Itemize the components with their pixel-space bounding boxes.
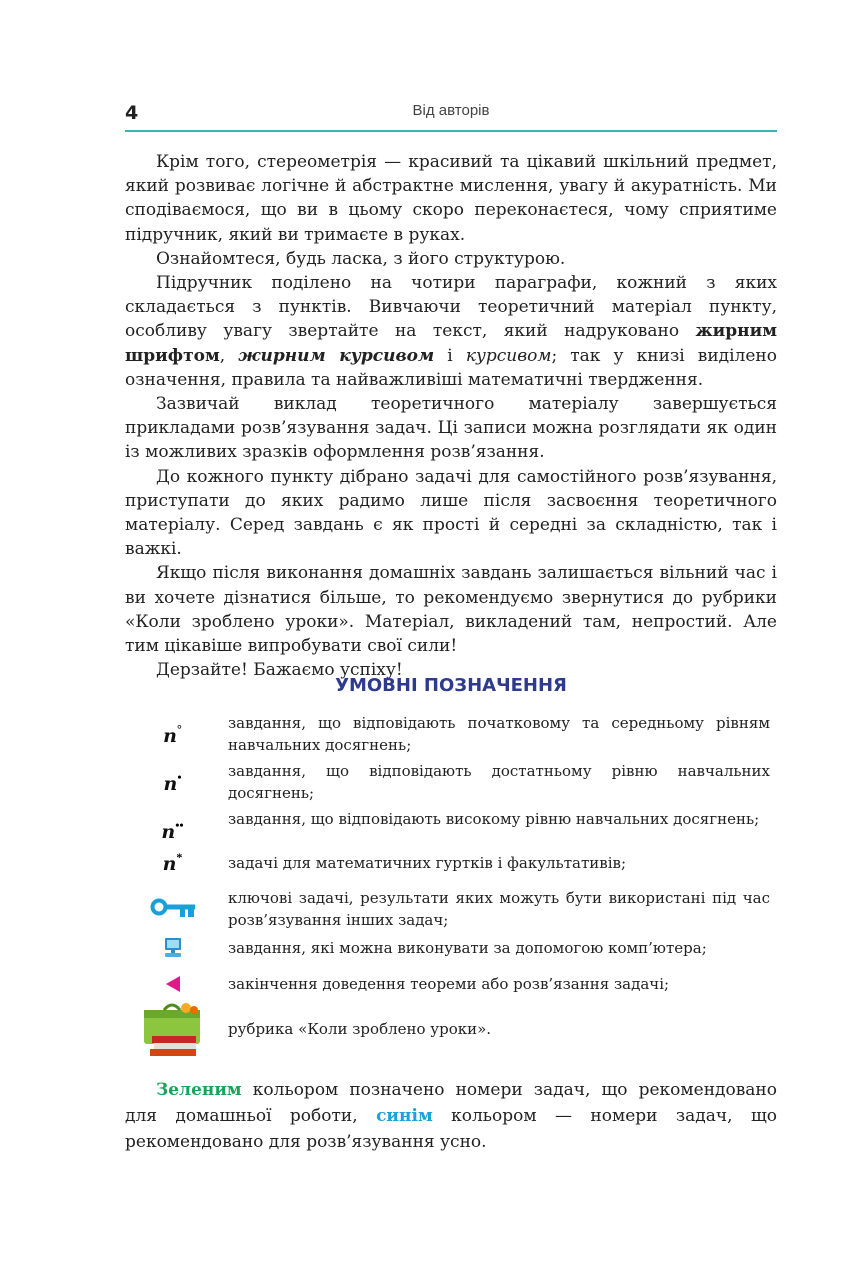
legend-item: [125, 887, 777, 933]
symbol-letter: n: [163, 725, 177, 747]
legend-item: [125, 973, 777, 1001]
symbol-letter: n: [163, 773, 178, 795]
green-word: Зеленим: [156, 1080, 242, 1100]
legend-item-text: завдання, що відповідають достатньому рівню навчальних досягнень;: [228, 762, 770, 802]
paragraph-6: Якщо після виконання домашніх завдань залишається вільний час і ви хочете дізнатися більше, то рекомендуємо звернутися до рубрики «Коли зроблено уроки». Матеріал, викладений там, непростий. Але тим цікавіше випробувати свої сили!: [125, 563, 777, 657]
paragraph-5: До кожного пункту дібрано задачі для самостійного розв’язування, приступати до яких радимо лише після засвоєння теоретичного матеріалу. Серед завдань є як прості й середні за складністю, так і важкі.: [125, 466, 777, 560]
page-header: [125, 98, 777, 132]
paragraph-4: Зазвичай виклад теоретичного матеріалу завершується прикладами розв’язування задач. Ці записи можна розглядати як один із можливих зразків оформлення розв’язання.: [125, 394, 777, 463]
legend-item-text: завдання, які можна виконувати за допомогою комп’ютера;: [228, 939, 707, 957]
symbol-mark: •: [177, 770, 182, 784]
n-asterisk-symbol: [125, 850, 220, 875]
italic-example: курсивом: [465, 345, 552, 366]
symbol-mark: *: [176, 850, 183, 864]
computer-icon: [125, 937, 220, 964]
paragraph-3-part4: ; так у книзі виділено означення, правила та найважливіші математичні твердження.: [125, 345, 777, 390]
legend-item-text: закінчення доведення теореми або розв’язання задачі;: [228, 975, 670, 993]
page-number: 4: [125, 102, 139, 124]
paragraph-3-and: і: [434, 345, 466, 366]
legend-item: [125, 712, 777, 758]
legend-item-text: завдання, що відповідають початковому та середньому рівням навчальних досягнень;: [228, 714, 770, 754]
legend-title: УМОВНІ ПОЗНАЧЕННЯ: [335, 675, 567, 696]
legend-item-text: задачі для математичних гуртків і факультативів;: [228, 854, 627, 872]
intro-text: [125, 150, 777, 682]
color-note-part2: кольором — номери задач, що рекомендовано для розв’язування усно.: [125, 1106, 778, 1152]
running-title: Від авторів: [412, 102, 490, 119]
paragraph-1: Крім того, стереометрія — красивий та цікавий шкільний предмет, який розвиває логічне й абстрактне мислення, увагу й акуратність. Ми сподіваємося, що ви в цьому скоро переконаєтеся, чому сприятиме підручник, який ви тримаєте в руках.: [125, 152, 777, 245]
bold-font-example: жирним шрифтом: [125, 321, 777, 366]
n-circle-symbol: [125, 722, 220, 747]
legend-item-text: рубрика «Коли зроблено уроки».: [228, 1020, 492, 1038]
schoolbag-books-icon: [125, 1000, 220, 1063]
paragraph-2: Ознайомтеся, будь ласка, з його структурою.: [156, 248, 566, 269]
legend-item-text: завдання, що відповідають високому рівню навчальних досягнень;: [228, 810, 760, 828]
paragraph-7: Дерзайте! Бажаємо успіху!: [156, 660, 403, 681]
blue-word: синім: [376, 1106, 433, 1126]
symbol-mark: °: [177, 722, 182, 736]
legend-item: [125, 808, 777, 854]
color-note-part1: кольором позначено номери задач, що рекомендовано для домашньої роботи,: [125, 1080, 777, 1126]
bold-italic-example: жирним курсивом: [238, 345, 435, 366]
color-note-paragraph: [125, 1077, 777, 1155]
legend-item: [125, 760, 777, 806]
n-double-dot-symbol: [125, 818, 220, 843]
legend-item-text: ключові задачі, результати яких можуть бути використані під час розв’язування інших задач;: [228, 889, 770, 929]
key-icon: [125, 897, 220, 924]
paragraph-3: [125, 271, 777, 392]
symbol-letter: n: [162, 853, 177, 875]
color-note: [125, 1077, 777, 1155]
n-dot-symbol: [125, 770, 220, 795]
legend-item: [125, 852, 777, 880]
legend-item: [125, 937, 777, 965]
triangle-end-icon: [125, 975, 220, 998]
paragraph-3-comma: ,: [219, 345, 239, 366]
legend-item: [125, 1000, 777, 1062]
paragraph-3-part1: Підручник поділено на чотири параграфи, кожний з яких складається з пунктів. Вивчаючи теоретичний матеріал пункту, особливу увагу звертайте на текст, який надруковано: [125, 273, 777, 342]
symbol-letter: n: [161, 821, 176, 843]
symbol-mark: ••: [175, 818, 184, 832]
